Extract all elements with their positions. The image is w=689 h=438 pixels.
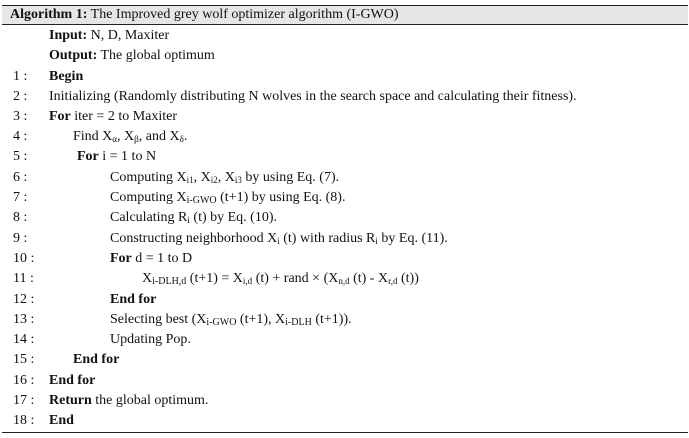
line-number: 11 :	[13, 271, 34, 286]
algorithm-title: The Improved grey wolf optimizer algorithm (I-GWO)	[90, 7, 399, 22]
keyword-for: For	[49, 109, 71, 124]
line-number: 10 :	[13, 251, 35, 266]
line-text: Constructing neighborhood $X_i$ (t) with radius $R_i$ by Eq. (11).	[110, 231, 448, 246]
line-number: 7 :	[13, 190, 28, 205]
keyword-end-for: End for	[49, 373, 96, 388]
line-text: Computing $X_{i-GWO}$ (t+1) by using Eq. (8).	[110, 190, 346, 206]
output-label: Output:	[49, 48, 98, 63]
line-text: d = 1 to D	[135, 251, 193, 266]
line-text: Find $X_\alpha$, $X_\beta$, and $X_\delta$.	[73, 129, 188, 144]
line-number: 3 :	[13, 109, 28, 124]
line-number: 16 :	[13, 373, 35, 388]
line-text: iter = 2 to Maxiter	[74, 109, 178, 124]
line-text: Selecting best ($X_{i-GWO}$ (t+1), $X_{i-DLH}$ (t+1)).	[110, 312, 352, 328]
keyword-begin: Begin	[49, 69, 84, 84]
line-number: 8 :	[13, 210, 28, 225]
line-number: 18 :	[13, 413, 35, 428]
keyword-return: Return	[49, 393, 92, 408]
keyword-end: End	[49, 413, 74, 428]
algorithm-box	[2, 5, 688, 433]
line-number: 9 :	[13, 231, 28, 246]
output-value: The global optimum	[100, 48, 215, 63]
keyword-for: For	[77, 149, 99, 164]
line-text: Computing $X_{i1}$, $X_{i2}$, $X_{i3}$ by using Eq. (7).	[110, 170, 340, 185]
line-number: 2 :	[13, 89, 28, 104]
line-number: 1 :	[13, 69, 28, 84]
line-number: 14 :	[13, 332, 35, 347]
line-number: 15 :	[13, 352, 35, 367]
algorithm-header	[2, 6, 688, 25]
line-text: Initializing (Randomly distributing N wolves in the search space and calculating their fitness).	[49, 89, 577, 104]
line-number: 6 :	[13, 170, 28, 185]
line-number: 17 :	[13, 393, 35, 408]
input-value: N, D, Maxiter	[90, 28, 170, 43]
line-text: i = 1 to N	[102, 149, 157, 164]
keyword-end-for: End for	[73, 352, 120, 367]
input-label: Input:	[49, 28, 88, 43]
line-number: 13 :	[13, 312, 35, 327]
keyword-for: For	[110, 251, 132, 266]
line-text: $X_{i-DLH,d}$ $(t+1) = X_{i,d}$ (t) + rand × ($X_{n,d}$ $(t) - X_{r,d}$ (t))	[142, 271, 419, 287]
algorithm-label: Algorithm 1:	[10, 7, 88, 22]
line-number: 4 :	[13, 129, 28, 144]
line-text: Updating Pop.	[110, 332, 191, 347]
line-number: 12 :	[13, 292, 35, 307]
keyword-end-for: End for	[110, 292, 157, 307]
line-number: 5 :	[13, 149, 28, 164]
line-text: the global optimum.	[95, 393, 209, 408]
line-text: Calculating $R_i$ (t) by Eq. (10).	[110, 210, 277, 225]
